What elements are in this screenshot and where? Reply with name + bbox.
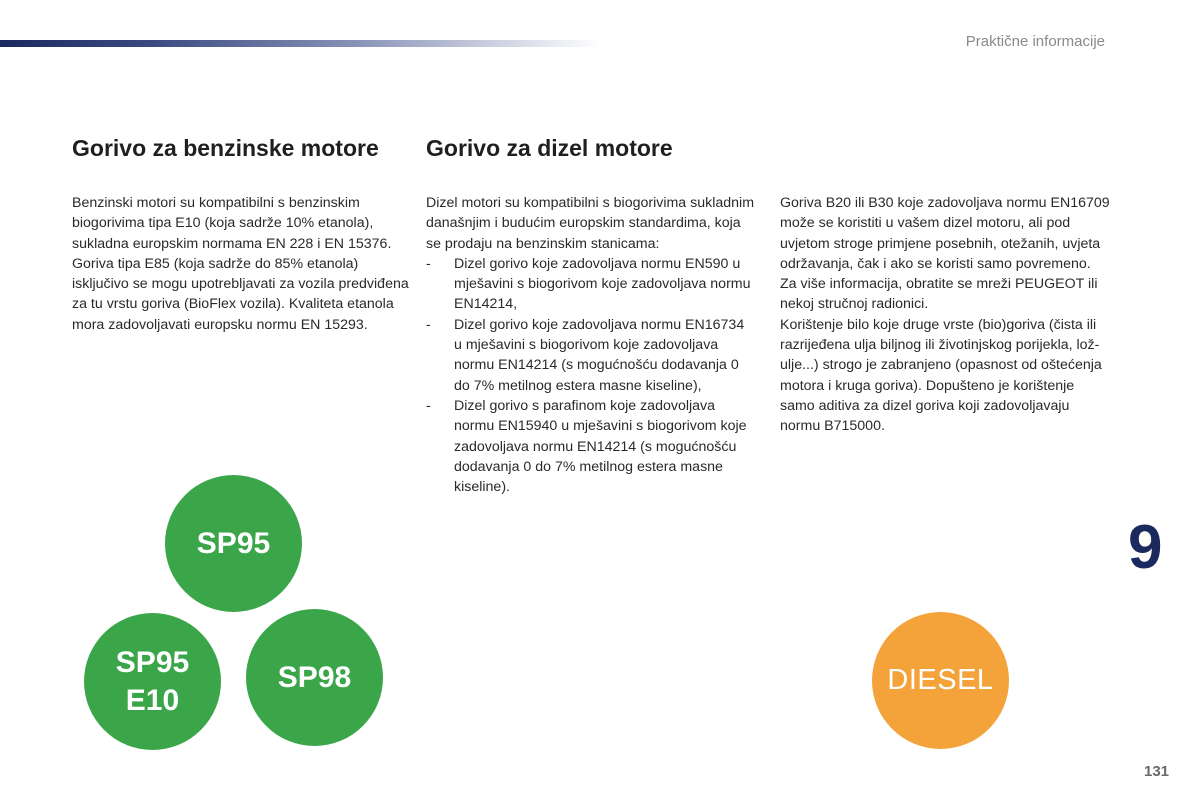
fuel-label-sp95-e10 [84,613,221,750]
list-item [426,396,756,497]
paragraph-b20-b30: Goriva B20 ili B30 koje zadovoljava normu EN16709 može se koristiti u vašem dizel motoru, ali pod uvjetom stroge primjene posebnih, otežanih, uvjeta održavanja, čak i ako se koristi samo povremeno. Za više informacija, obratite se mreži PEUGEOT ili nekoj stručnoj radionici. [780,195,1110,313]
heading-diesel-fuel: Gorivo za dizel motore [426,135,673,161]
biodiesel-text-column [780,193,1110,437]
chapter-number: 9 [1128,513,1163,582]
paragraph-other-biofuels: Korištenje bilo koje druge vrste (bio)goriva (čista ili razrijeđena ulja biljnog ili životinjskog porijekla, lož-ulje...) strogo je zabranjeno (opasnost od oštećenja motora i kruga goriva). Dopušteno je korištenje samo aditiva za dizel goriva koji zadovoljavaju normu B715000. [780,316,1102,435]
paragraph-e10: Benzinski motori su kompatibilni s benzinskim biogorivima tipa E10 (koja sadrže 10% etanola), sukladna europskim normama EN 228 i EN 15376. [72,195,392,252]
list-dash: - [426,316,431,333]
diesel-text-column [426,193,756,497]
fuel-label-diesel [872,612,1009,749]
header-gradient-bar [0,40,600,47]
page-number: 131 [1144,763,1170,780]
list-item [426,315,756,396]
petrol-text-column [72,193,412,335]
section-label: Praktične informacije [965,33,1105,50]
fuel-label-text: SP95 [196,526,271,560]
list-item-text: Dizel gorivo koje zadovoljava normu EN16734 u mješavini s biogorivom koje zadovoljava normu EN14214 (s mogućnošću dodavanja 0 do 7% metilnog estera masne kiseline), [454,316,745,394]
list-item [426,254,756,315]
fuel-label-sp95 [165,475,302,612]
fuel-label-text-line1: SP95 [115,645,190,679]
fuel-label-text: SP98 [277,660,352,694]
list-item-text: Dizel gorivo s parafinom koje zadovoljava normu EN15940 u mješavini s biogorivom koje zadovoljava normu EN14214 (s mogućnošću dodavanja 0 do 7% metilnog estera masne kiseline). [454,397,747,496]
fuel-label-text: DIESEL [887,664,994,696]
list-dash: - [426,397,431,414]
list-item-text: Dizel gorivo koje zadovoljava normu EN590 u mješavini s biogorivom koje zadovoljava normu EN14214, [454,255,751,313]
fuel-label-sp98 [246,609,383,746]
paragraph-diesel-intro: Dizel motori su kompatibilni s biogorivima sukladnim današnjim i budućim europskim standardima, koja se prodaju na benzinskim stanicama: [426,195,755,252]
heading-petrol-fuel: Gorivo za benzinske motore [72,135,379,161]
paragraph-e85: Goriva tipa E85 (koja sadrže do 85% etanola) isključivo se mogu upotrebljavati za vozila predviđena za tu vrstu goriva (BioFlex vozila). Kvaliteta etanola mora zadovoljavati europsku normu EN 15293. [72,255,409,333]
list-dash: - [426,255,431,272]
fuel-label-text-line2: E10 [125,683,180,717]
